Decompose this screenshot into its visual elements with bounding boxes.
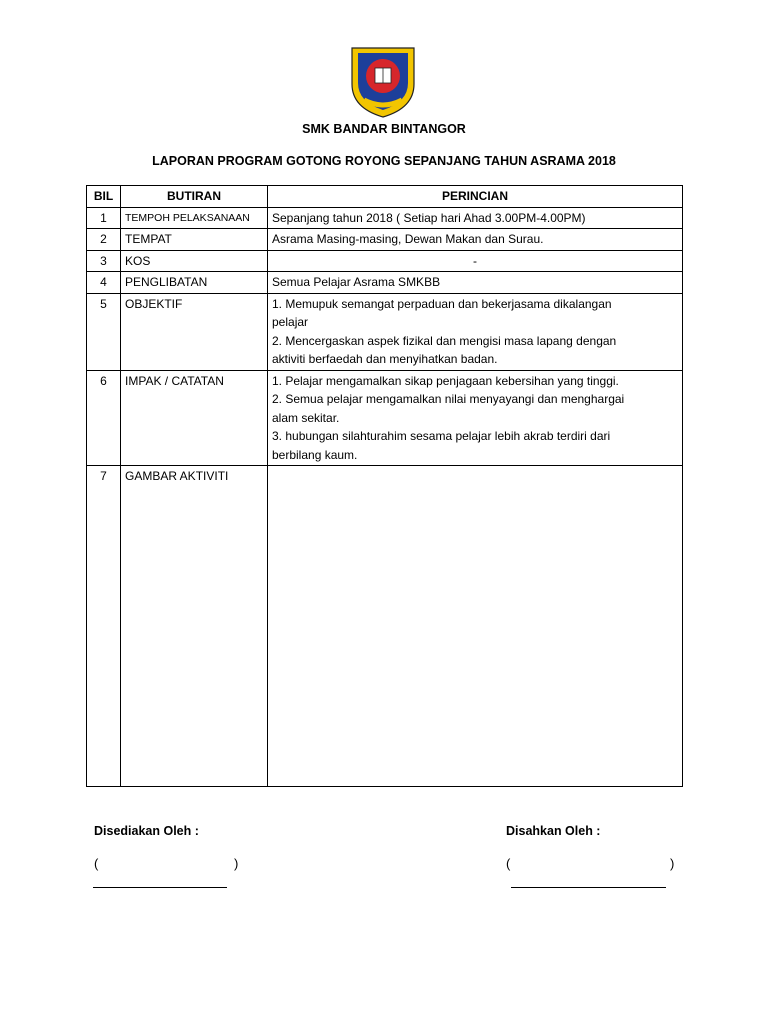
header-butiran: BUTIRAN [121, 186, 268, 208]
perincian-line: aktiviti berfaedah dan menyihatkan badan. [272, 352, 498, 366]
perincian-line: berbilang kaum. [272, 447, 358, 462]
row-bil: 1 [87, 207, 121, 229]
perincian-line: 1. Memupuk semangat perpaduan dan bekerjasama dikalangan [272, 296, 612, 311]
row-butiran: OBJEKTIF [121, 293, 268, 370]
row-butiran: TEMPOH PELAKSANAAN [121, 207, 268, 229]
header-bil: BIL [87, 186, 121, 208]
approved-signature-line [511, 887, 666, 888]
school-logo [344, 44, 422, 120]
row-bil: 2 [87, 229, 121, 251]
perincian-line: 2. Mencergaskan aspek fizikal dan mengisi masa lapang dengan [272, 333, 617, 348]
table-row [87, 250, 683, 272]
row-butiran: IMPAK / CATATAN [121, 370, 268, 466]
row-bil: 4 [87, 272, 121, 294]
report-title: LAPORAN PROGRAM GOTONG ROYONG SEPANJANG TAHUN ASRAMA 2018 [152, 154, 616, 168]
approved-open-paren: ( [506, 856, 511, 871]
approved-close-paren: ) [670, 856, 675, 871]
prepared-signature-line [93, 887, 227, 888]
row-perincian: Sepanjang tahun 2018 ( Setiap hari Ahad 3.00PM-4.00PM) [268, 207, 683, 229]
row-bil: 6 [87, 370, 121, 466]
prepared-by-label: Disediakan Oleh : [94, 824, 199, 838]
school-name: SMK BANDAR BINTANGOR [302, 122, 466, 136]
table-row [87, 272, 683, 294]
row-perincian: - [268, 250, 683, 272]
perincian-line: pelajar [272, 315, 309, 329]
perincian-line: alam sekitar. [272, 410, 340, 425]
row-bil: 7 [87, 466, 121, 787]
row-butiran: KOS [121, 250, 268, 272]
row-butiran: PENGLIBATAN [121, 272, 268, 294]
row-bil: 3 [87, 250, 121, 272]
table-row [87, 293, 683, 370]
approved-by-label: Disahkan Oleh : [506, 824, 601, 838]
table-header-row [87, 186, 683, 208]
report-table [86, 185, 683, 787]
header-perincian: PERINCIAN [268, 186, 683, 208]
perincian-line: 3. hubungan silahturahim sesama pelajar lebih akrab terdiri dari [272, 429, 611, 443]
activity-photo-area [268, 466, 683, 787]
perincian-line: 1. Pelajar mengamalkan sikap penjagaan kebersihan yang tinggi. [272, 373, 619, 388]
row-perincian [268, 293, 683, 370]
table-row [87, 207, 683, 229]
prepared-close-paren: ) [234, 856, 239, 871]
table-row [87, 370, 683, 466]
table-row [87, 466, 683, 787]
row-perincian: Asrama Masing-masing, Dewan Makan dan Surau. [268, 229, 683, 251]
school-crest-icon [344, 44, 422, 120]
row-butiran: GAMBAR AKTIVITI [121, 466, 268, 787]
table-row [87, 229, 683, 251]
row-butiran: TEMPAT [121, 229, 268, 251]
row-perincian [268, 370, 683, 466]
perincian-line: 2. Semua pelajar mengamalkan nilai menyayangi dan menghargai [272, 392, 625, 406]
prepared-open-paren: ( [94, 856, 99, 871]
row-bil: 5 [87, 293, 121, 370]
row-perincian: Semua Pelajar Asrama SMKBB [268, 272, 683, 294]
